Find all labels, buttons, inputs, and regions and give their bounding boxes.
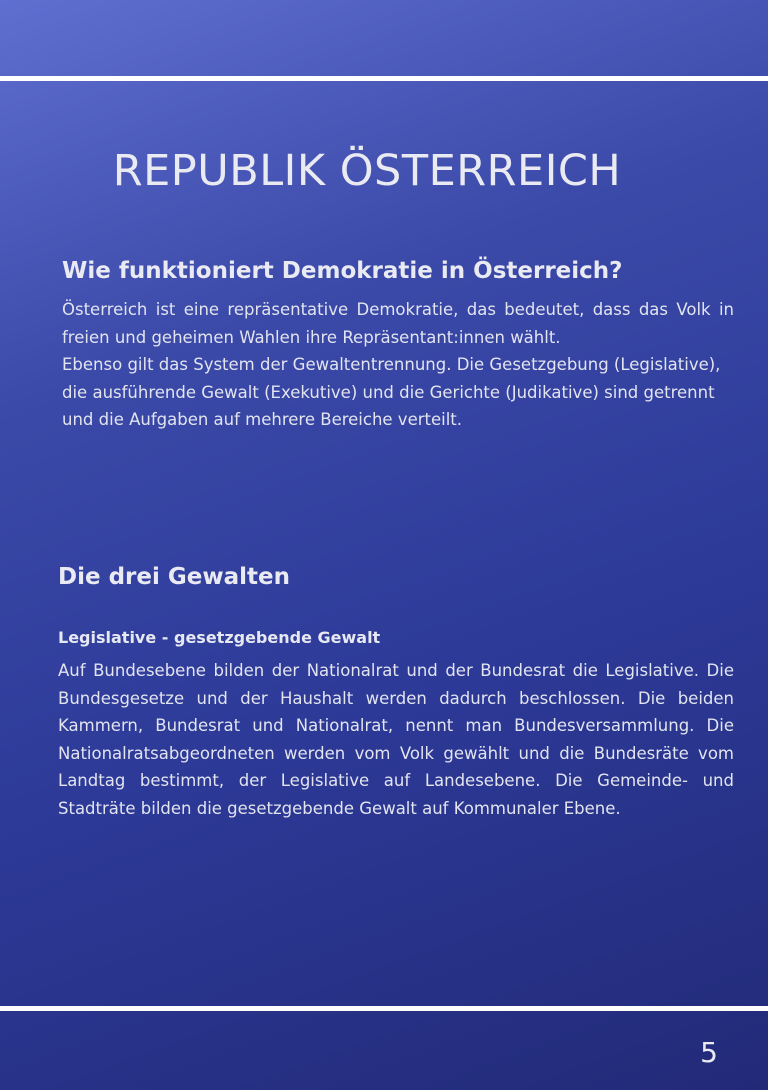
powers-heading: Die drei Gewalten bbox=[58, 564, 290, 590]
powers-section bbox=[58, 564, 734, 822]
democracy-paragraph-1: Österreich ist eine repräsentative Demokratie, das bedeutet, dass das Volk in freien und geheimen Wahlen ihre Repräsentant:innen wählt. bbox=[62, 300, 734, 347]
page-title: REPUBLIK ÖSTERREICH bbox=[112, 146, 622, 196]
democracy-heading: Wie funktioniert Demokratie in Österreich? bbox=[62, 258, 623, 284]
page-number: 5 bbox=[700, 1036, 718, 1069]
democracy-section bbox=[62, 258, 734, 434]
democracy-paragraph-2: Ebenso gilt das System der Gewaltentrennung. Die Gesetzgebung (Legislative), die ausführende Gewalt (Exekutive) und die Gerichte (Judikative) sind getrennt und die Aufgaben auf mehrere Bereiche verteilt. bbox=[62, 355, 721, 429]
bottom-divider bbox=[0, 1006, 768, 1011]
top-divider bbox=[0, 76, 768, 81]
legislative-paragraph: Auf Bundesebene bilden der Nationalrat und der Bundesrat die Legislative. Die Bundesgesetze und der Haushalt werden dadurch beschlossen. Die beiden Kammern, Bundesrat und Nationalrat, nennt man Bundesversammlung. Die Nationalratsabgeordneten werden vom Volk gewählt und die Bundesräte vom Landtag bestimmt, der Legislative auf Landesebene. Die Gemeinde- und Stadträte bilden die gesetzgebende Gewalt auf Kommunaler Ebene. bbox=[58, 661, 734, 818]
legislative-subheading: Legislative - gesetzgebende Gewalt bbox=[58, 628, 381, 647]
